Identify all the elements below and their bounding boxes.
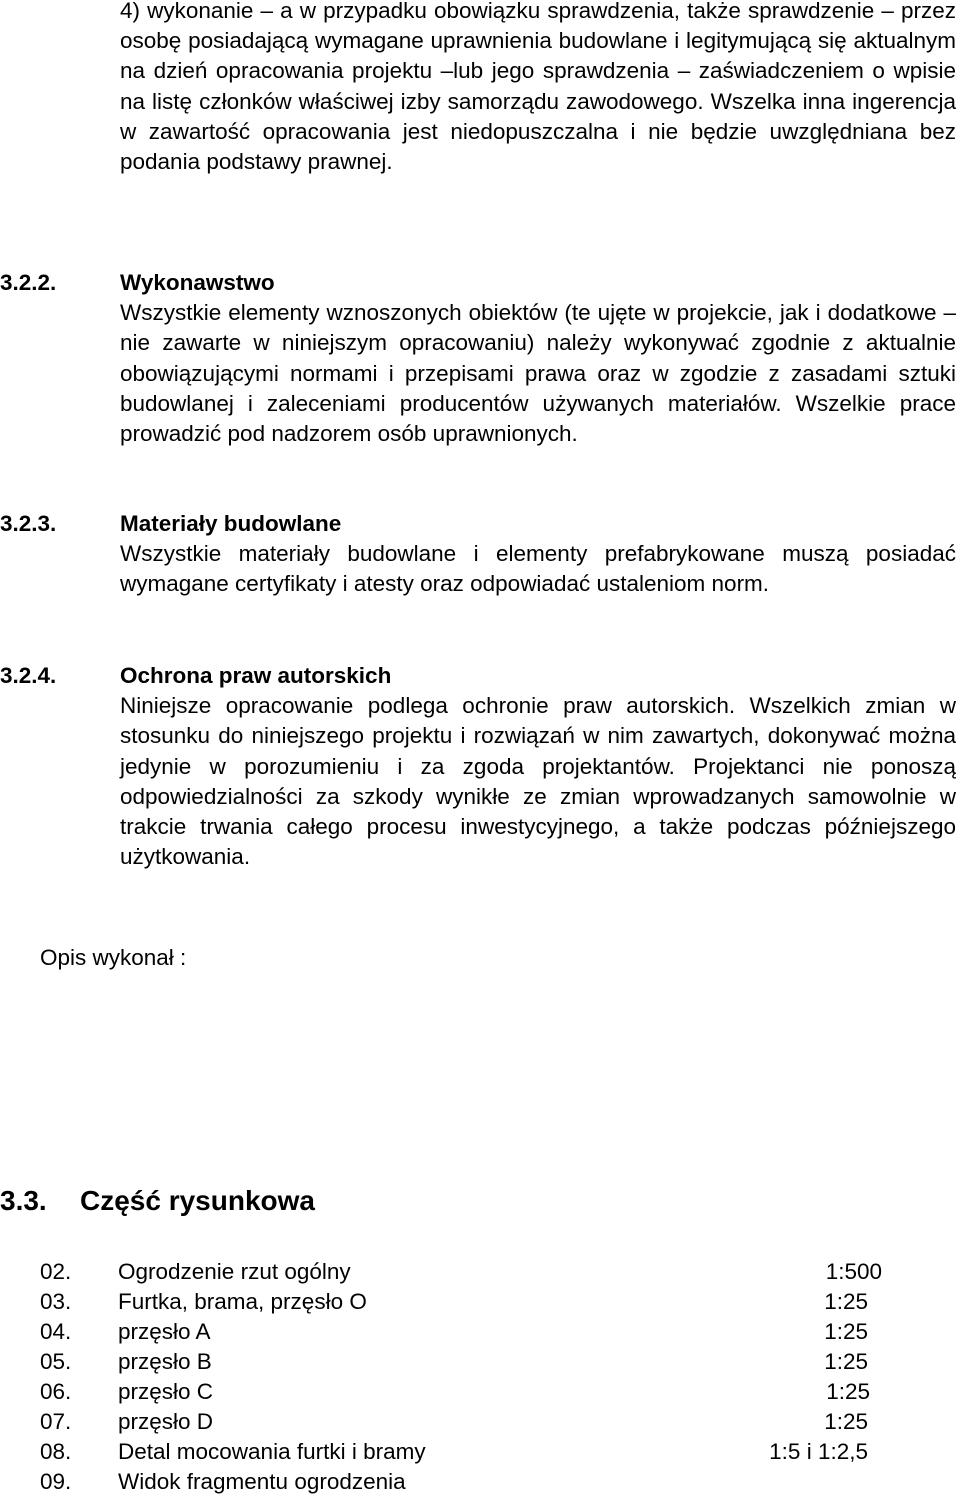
drawing-row [40, 1437, 940, 1467]
drawing-row [40, 1347, 940, 1377]
drawings-heading [0, 1183, 315, 1219]
drawing-row [40, 1257, 940, 1287]
drawing-scale: 1:500 [825, 1259, 882, 1284]
drawing-title: przęsło C [118, 1379, 214, 1404]
drawing-number: 03. [40, 1289, 72, 1314]
section-heading [0, 268, 956, 298]
section-title: Ochrona praw autorskich [120, 663, 392, 688]
intro-paragraph: 4) wykonanie – a w przypadku obowiązku sprawdzenia, także sprawdzenie – przez osobę posiadającą wymagane uprawnienia budowlane i legitymującą się aktualnym na dzień opracowania projektu –lub jego sprawdzenia – zaświadczeniem o wpisie na listę członków właściwej izby samorządu zawodowego. Wszelka inna ingerencja w zawartość opracowania jest niedopuszczalna i nie będzie uwzględniana bez podania podstawy prawnej. [120, 0, 956, 175]
drawing-row [40, 1407, 940, 1437]
drawing-scale: 1:25 [824, 1289, 868, 1314]
signature-label: Opis wykonał : [40, 945, 187, 970]
drawing-number: 02. [40, 1259, 72, 1284]
drawing-row [40, 1377, 940, 1407]
drawing-scale: 1:5 i 1:2,5 [769, 1439, 868, 1464]
drawing-title: przęsło A [118, 1319, 211, 1344]
section-number: 3.2.3. [0, 511, 57, 536]
drawing-scale: 1:25 [824, 1409, 868, 1434]
drawing-row [40, 1467, 940, 1497]
drawing-title: przęsło D [118, 1409, 214, 1434]
section-heading [0, 661, 956, 691]
drawings-title: Część rysunkowa [80, 1185, 315, 1216]
drawings-number: 3.3. [0, 1185, 47, 1216]
section-wykonawstwo [0, 268, 956, 449]
drawing-number: 06. [40, 1379, 72, 1404]
drawing-number: 09. [40, 1469, 72, 1494]
section-heading [0, 509, 956, 539]
drawing-title: Ogrodzenie rzut ogólny [118, 1259, 351, 1284]
drawing-row [40, 1287, 940, 1317]
section-materialy [0, 509, 956, 600]
section-body: Niniejsze opracowanie podlega ochronie praw autorskich. Wszelkich zmian w stosunku do niniejszego projektu i rozwiązań w nim zawartych, dokonywać można jedynie w porozumieniu i za zgoda projektantów. Projektanci nie ponoszą odpowiedzialności za szkody wynikłe ze zmian wprowadzanych samowolnie w trakcie trwania całego procesu inwestycyjnego, a także podczas późniejszego użytkowania. [120, 693, 956, 870]
drawing-title: Widok fragmentu ogrodzenia [118, 1469, 406, 1494]
section-title: Materiały budowlane [120, 511, 342, 536]
section-body: Wszystkie elementy wznoszonych obiektów (te ujęte w projekcie, jak i dodatkowe – nie zawarte w niniejszym opracowaniu) należy wykonywać zgodnie z aktualnie obowiązującymi normami i przepisami prawa oraz w zgodzie z zasadami sztuki budowlanej i zaleceniami producentów używanych materiałów. Wszelkie prace prowadzić pod nadzorem osób uprawnionych. [120, 300, 956, 447]
drawing-title: Furtka, brama, przęsło O [118, 1289, 367, 1314]
drawing-title: przęsło B [118, 1349, 212, 1374]
drawing-number: 08. [40, 1439, 72, 1464]
drawing-number: 07. [40, 1409, 72, 1434]
drawing-scale: 1:25 [826, 1379, 870, 1404]
drawing-row [40, 1317, 940, 1347]
section-number: 3.2.4. [0, 663, 57, 688]
section-prawa-autorskie [0, 661, 956, 872]
section-number: 3.2.2. [0, 270, 57, 295]
drawing-scale: 1:25 [824, 1349, 868, 1374]
drawing-scale: 1:25 [824, 1319, 868, 1344]
drawing-number: 04. [40, 1319, 72, 1344]
section-body: Wszystkie materiały budowlane i elementy prefabrykowane muszą posiadać wymagane certyfikaty i atesty oraz odpowiadać ustaleniom norm. [120, 541, 956, 597]
drawings-list [40, 1257, 940, 1497]
drawing-number: 05. [40, 1349, 72, 1374]
drawing-title: Detal mocowania furtki i bramy [118, 1439, 426, 1464]
section-title: Wykonawstwo [120, 270, 275, 295]
